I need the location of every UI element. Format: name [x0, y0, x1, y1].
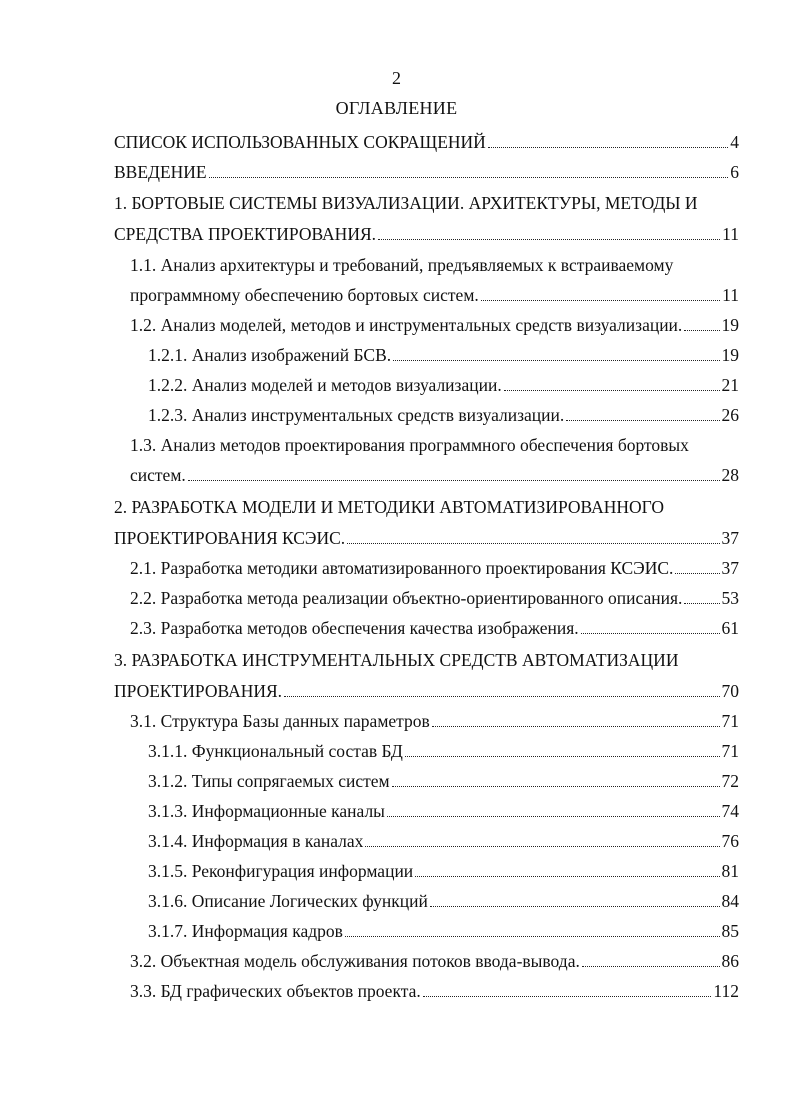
toc-entry[interactable]: 1.2.1. Анализ изображений БСВ. 19: [148, 340, 739, 370]
toc-entry[interactable]: 1. БОРТОВЫЕ СИСТЕМЫ ВИЗУАЛИЗАЦИИ. АРХИТЕКТУРЫ, МЕТОДЫ И: [114, 193, 698, 213]
toc-entry[interactable]: 3.1.3. Информационные каналы 74: [148, 796, 739, 826]
toc-entry[interactable]: 3. РАЗРАБОТКА ИНСТРУМЕНТАЛЬНЫХ СРЕДСТВ АВТОМАТИЗАЦИИ: [114, 650, 679, 670]
toc-entry[interactable]: ВВЕДЕНИЕ 6: [114, 157, 739, 187]
toc-entry[interactable]: 3.1.4. Информация в каналах 76: [148, 826, 739, 856]
toc-entry[interactable]: 3.1. Структура Базы данных параметров 71: [130, 706, 739, 736]
toc-entry[interactable]: 3.3. БД графических объектов проекта. 112: [130, 976, 739, 1006]
toc-entry[interactable]: 1.2.3. Анализ инструментальных средств визуализации. 26: [148, 400, 739, 430]
toc-entry[interactable]: 3.2. Объектная модель обслуживания потоков ввода-вывода. 86: [130, 946, 739, 976]
toc-entry[interactable]: ПРОЕКТИРОВАНИЯ. 70: [114, 676, 739, 706]
toc-entry[interactable]: 1.2.2. Анализ моделей и методов визуализации. 21: [148, 370, 739, 400]
toc-entry[interactable]: 2.2. Разработка метода реализации объектно-ориентированного описания. 53: [130, 583, 739, 613]
toc-entry[interactable]: 3.1.6. Описание Логических функций 84: [148, 886, 739, 916]
toc-entry[interactable]: 3.1.5. Реконфигурация информации 81: [148, 856, 739, 886]
toc-entry[interactable]: 3.1.1. Функциональный состав БД 71: [148, 736, 739, 766]
toc-entry[interactable]: 1.1. Анализ архитектуры и требований, предъявляемых к встраиваемому: [130, 255, 674, 275]
toc-entry[interactable]: 2. РАЗРАБОТКА МОДЕЛИ И МЕТОДИКИ АВТОМАТИЗИРОВАННОГО: [114, 497, 664, 517]
toc-entry[interactable]: 3.1.2. Типы сопрягаемых систем 72: [148, 766, 739, 796]
toc-entry[interactable]: СПИСОК ИСПОЛЬЗОВАННЫХ СОКРАЩЕНИЙ 4: [114, 127, 739, 157]
page-number: 2: [392, 68, 401, 88]
toc-entry[interactable]: систем. 28: [130, 460, 739, 490]
toc-entry[interactable]: 3.1.7. Информация кадров 85: [148, 916, 739, 946]
toc-entry[interactable]: 1.2. Анализ моделей, методов и инструментальных средств визуализации. 19: [130, 310, 739, 340]
toc-entry[interactable]: 2.3. Разработка методов обеспечения качества изображения. 61: [130, 613, 739, 643]
toc-heading: ОГЛАВЛЕНИЕ: [335, 98, 458, 118]
toc-entry[interactable]: 2.1. Разработка методики автоматизированного проектирования КСЭИС. 37: [130, 553, 739, 583]
toc-entry[interactable]: СРЕДСТВА ПРОЕКТИРОВАНИЯ. 11: [114, 219, 739, 249]
toc-entry[interactable]: 1.3. Анализ методов проектирования программного обеспечения бортовых: [130, 435, 689, 455]
toc-entry[interactable]: ПРОЕКТИРОВАНИЯ КСЭИС. 37: [114, 523, 739, 553]
toc-entry[interactable]: программному обеспечению бортовых систем. 11: [130, 280, 739, 310]
